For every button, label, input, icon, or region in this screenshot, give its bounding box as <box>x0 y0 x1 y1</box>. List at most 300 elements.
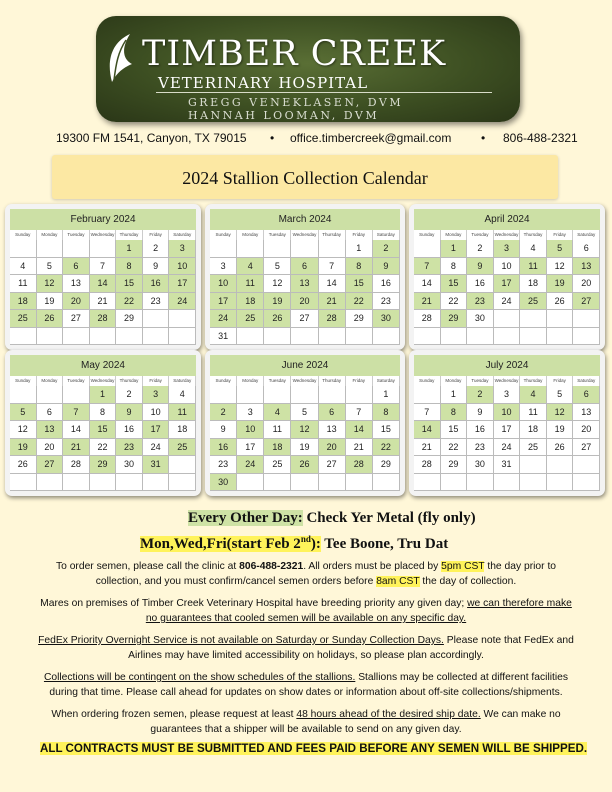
calendar-day: 8 <box>441 258 468 276</box>
weekday-header <box>210 376 400 386</box>
calendar-day: 2 <box>116 386 143 404</box>
calendar-day: 6 <box>291 258 318 276</box>
calendar-day: 27 <box>63 310 90 328</box>
clinic-logo <box>96 16 520 122</box>
calendar-day: 5 <box>291 404 318 422</box>
calendar-day: 24 <box>237 456 264 474</box>
calendar-day: 13 <box>291 275 318 293</box>
calendar-grid <box>210 386 400 491</box>
calendar-day: 20 <box>573 421 600 439</box>
calendar-empty-cell <box>63 474 90 492</box>
calendar-day: 14 <box>346 421 373 439</box>
calendar-day: 21 <box>90 293 117 311</box>
calendar-day: 13 <box>319 421 346 439</box>
calendar-day: 21 <box>63 439 90 457</box>
calendar-day: 26 <box>37 310 64 328</box>
bullet-2: • <box>481 131 486 145</box>
collections-text-2: during that time. Please call ahead for updates on show dates or information about off-site collections/shipments. <box>49 687 563 698</box>
calendar-empty-cell <box>547 456 574 474</box>
schedule-2-sup: nd <box>300 534 311 544</box>
calendar-day: 1 <box>441 240 468 258</box>
calendar-day: 17 <box>169 275 196 293</box>
calendar-day: 23 <box>116 439 143 457</box>
calendar-body <box>210 209 400 345</box>
calendar-day: 24 <box>210 310 237 328</box>
fedex-paragraph <box>14 633 598 663</box>
calendar-empty-cell <box>520 456 547 474</box>
confirm-deadline: 8am CST <box>376 576 420 587</box>
calendar-day: 13 <box>573 404 600 422</box>
calendar-month-title: April 2024 <box>414 209 600 230</box>
calendar-day: 26 <box>291 456 318 474</box>
calendar-empty-cell <box>37 474 64 492</box>
calendar-empty-cell <box>414 240 441 258</box>
logo-name: TIMBER CREEK <box>142 34 447 74</box>
calendar-day: 17 <box>237 439 264 457</box>
calendar-empty-cell <box>116 328 143 346</box>
calendar-day: 5 <box>547 240 574 258</box>
calendar-empty-cell <box>573 328 600 346</box>
calendar-day: 3 <box>210 258 237 276</box>
calendar-day: 7 <box>63 404 90 422</box>
calendar-day: 25 <box>520 293 547 311</box>
calendar-day: 20 <box>37 439 64 457</box>
fedex-underline: FedEx Priority Overnight Service is not available on Saturday or Sunday Collection Days. <box>38 635 444 646</box>
calendar-day: 29 <box>441 310 468 328</box>
calendar-empty-cell <box>90 240 117 258</box>
calendar-day: 27 <box>319 456 346 474</box>
address: 19300 FM 1541, Canyon, TX 79015 <box>56 131 247 145</box>
calendar-day: 31 <box>210 328 237 346</box>
calendar-day: 12 <box>547 404 574 422</box>
calendar-day: 11 <box>10 275 37 293</box>
calendar-day: 24 <box>494 293 521 311</box>
weekday-label: Thursday <box>116 230 143 240</box>
weekday-label: Thursday <box>520 376 547 386</box>
calendar-month-title: March 2024 <box>210 209 400 230</box>
calendar-day: 19 <box>547 421 574 439</box>
calendar-empty-cell <box>169 474 196 492</box>
calendar-day: 2 <box>210 404 237 422</box>
calendar-empty-cell <box>346 328 373 346</box>
calendar-grid <box>10 240 196 345</box>
calendar-day: 2 <box>467 240 494 258</box>
calendar-day: 30 <box>210 474 237 492</box>
calendar-day: 5 <box>264 258 291 276</box>
calendar-empty-cell <box>63 386 90 404</box>
calendar-empty-cell <box>373 474 400 492</box>
calendar-month-title: February 2024 <box>10 209 196 230</box>
calendar-empty-cell <box>63 240 90 258</box>
calendar-day: 15 <box>441 421 468 439</box>
calendar-day: 15 <box>373 421 400 439</box>
calendar-day: 14 <box>319 275 346 293</box>
page-title: 2024 Stallion Collection Calendar <box>182 168 428 188</box>
calendar-day: 13 <box>37 421 64 439</box>
calendar-empty-cell <box>494 328 521 346</box>
weekday-label: Friday <box>547 376 574 386</box>
calendar-day: 28 <box>346 456 373 474</box>
calendar-day: 25 <box>520 439 547 457</box>
calendar-day: 19 <box>10 439 37 457</box>
calendar-day: 23 <box>467 439 494 457</box>
calendar-day: 29 <box>116 310 143 328</box>
weekday-label: Sunday <box>414 376 441 386</box>
calendar-day: 19 <box>291 439 318 457</box>
calendar-empty-cell <box>90 474 117 492</box>
calendar-empty-cell <box>143 310 170 328</box>
calendar-day: 1 <box>116 240 143 258</box>
calendar-day: 27 <box>37 456 64 474</box>
calendar-day: 4 <box>237 258 264 276</box>
calendar-day: 11 <box>169 404 196 422</box>
calendar-day: 14 <box>63 421 90 439</box>
calendar-day: 13 <box>573 258 600 276</box>
weekday-label: Saturday <box>373 376 400 386</box>
calendar-empty-cell <box>547 474 574 492</box>
weekday-label: Wednesday <box>90 376 117 386</box>
weekday-label: Saturday <box>169 230 196 240</box>
frozen-underline: 48 hours ahead of the desired ship date. <box>296 709 481 720</box>
calendar-day: 8 <box>116 258 143 276</box>
calendar-day: 30 <box>116 456 143 474</box>
calendar-day: 26 <box>547 439 574 457</box>
calendar-day: 9 <box>373 258 400 276</box>
calendar-day: 31 <box>143 456 170 474</box>
calendar-day: 3 <box>237 404 264 422</box>
calendar-day: 12 <box>37 275 64 293</box>
weekday-header <box>10 376 196 386</box>
calendar-day: 17 <box>494 421 521 439</box>
order-text-3: the day prior to <box>484 561 557 572</box>
calendar-day: 22 <box>373 439 400 457</box>
calendar-empty-cell <box>520 310 547 328</box>
collections-text-1: Stallions may be collected at different facilities <box>355 672 569 683</box>
calendar-day: 25 <box>169 439 196 457</box>
email-link[interactable]: office.timbercreek@gmail.com <box>290 131 452 145</box>
calendar-day: 3 <box>143 386 170 404</box>
calendar-day: 1 <box>441 386 468 404</box>
calendar-day: 21 <box>414 293 441 311</box>
schedule-line-2 <box>140 534 448 553</box>
calendar-month-title: June 2024 <box>210 355 400 376</box>
calendar-day: 14 <box>414 275 441 293</box>
calendar-day: 2 <box>143 240 170 258</box>
logo-divider <box>156 92 492 93</box>
logo-subtitle: VETERINARY HOSPITAL <box>158 74 369 92</box>
weekday-label: Monday <box>441 376 468 386</box>
calendar-july <box>409 350 605 496</box>
priority-underline-1: we can therefore make <box>467 598 572 609</box>
calendar-grid <box>10 386 196 491</box>
calendar-day: 20 <box>573 275 600 293</box>
calendar-march <box>205 204 405 350</box>
calendar-day: 14 <box>90 275 117 293</box>
calendar-empty-cell <box>237 328 264 346</box>
calendar-day: 24 <box>143 439 170 457</box>
calendar-day: 28 <box>414 456 441 474</box>
weekday-label: Tuesday <box>467 230 494 240</box>
calendar-day: 29 <box>346 310 373 328</box>
calendar-day: 30 <box>467 456 494 474</box>
calendar-day: 23 <box>467 293 494 311</box>
calendar-empty-cell <box>441 474 468 492</box>
calendar-empty-cell <box>414 386 441 404</box>
weekday-label: Tuesday <box>63 376 90 386</box>
calendar-empty-cell <box>264 386 291 404</box>
calendar-day: 20 <box>291 293 318 311</box>
calendar-day: 22 <box>346 293 373 311</box>
calendar-empty-cell <box>63 328 90 346</box>
calendar-day: 15 <box>441 275 468 293</box>
calendar-empty-cell <box>264 240 291 258</box>
calendar-day: 7 <box>346 404 373 422</box>
calendar-day: 7 <box>90 258 117 276</box>
weekday-label: Friday <box>143 230 170 240</box>
weekday-label: Sunday <box>210 376 237 386</box>
frozen-text-1: When ordering frozen semen, please request at least <box>51 709 297 720</box>
calendar-empty-cell <box>346 474 373 492</box>
calendar-day: 26 <box>264 310 291 328</box>
calendar-day: 9 <box>210 421 237 439</box>
calendar-day: 28 <box>63 456 90 474</box>
calendar-day: 11 <box>520 404 547 422</box>
calendar-day: 22 <box>116 293 143 311</box>
calendar-day: 14 <box>414 421 441 439</box>
calendar-body <box>414 355 600 491</box>
calendar-day: 6 <box>573 386 600 404</box>
calendar-february <box>5 204 201 350</box>
calendar-day: 9 <box>116 404 143 422</box>
weekday-label: Sunday <box>10 230 37 240</box>
calendar-day: 8 <box>346 258 373 276</box>
calendar-day: 25 <box>237 310 264 328</box>
calendar-empty-cell <box>237 386 264 404</box>
calendar-day: 1 <box>346 240 373 258</box>
weekday-label: Tuesday <box>264 230 291 240</box>
calendar-empty-cell <box>414 474 441 492</box>
collections-underline: Collections will be contingent on the show schedules of the stallions. <box>43 672 356 683</box>
calendar-day: 11 <box>264 421 291 439</box>
calendar-day: 29 <box>373 456 400 474</box>
weekday-header <box>414 376 600 386</box>
weekday-label: Sunday <box>10 376 37 386</box>
calendar-empty-cell <box>291 474 318 492</box>
calendar-empty-cell <box>143 474 170 492</box>
calendar-day: 25 <box>10 310 37 328</box>
weekday-label: Saturday <box>573 230 600 240</box>
calendar-day: 15 <box>90 421 117 439</box>
schedule-1-stallion: Check Yer Metal (fly only) <box>302 510 476 526</box>
calendar-day: 20 <box>63 293 90 311</box>
calendar-day: 12 <box>10 421 37 439</box>
calendar-empty-cell <box>37 240 64 258</box>
calendar-day: 29 <box>441 456 468 474</box>
calendar-day: 30 <box>467 310 494 328</box>
calendar-day: 5 <box>37 258 64 276</box>
calendar-empty-cell <box>494 474 521 492</box>
calendar-day: 21 <box>319 293 346 311</box>
calendar-april <box>409 204 605 350</box>
calendar-day: 16 <box>373 275 400 293</box>
calendar-day: 2 <box>373 240 400 258</box>
calendar-day: 26 <box>547 293 574 311</box>
calendar-grid <box>414 386 600 491</box>
calendar-day: 21 <box>346 439 373 457</box>
calendar-day: 19 <box>547 275 574 293</box>
order-phone: 806-488-2321 <box>239 561 304 572</box>
calendar-day: 13 <box>63 275 90 293</box>
calendar-day: 3 <box>494 386 521 404</box>
weekday-header <box>210 230 400 240</box>
calendar-day: 24 <box>494 439 521 457</box>
weekday-label: Thursday <box>319 376 346 386</box>
calendar-empty-cell <box>264 474 291 492</box>
bullet-1: • <box>270 131 275 145</box>
weekday-label: Tuesday <box>467 376 494 386</box>
calendar-day: 1 <box>373 386 400 404</box>
order-text-5: the day of collection. <box>419 576 517 587</box>
calendar-day: 21 <box>414 439 441 457</box>
calendar-day: 8 <box>373 404 400 422</box>
calendar-empty-cell <box>346 386 373 404</box>
calendar-empty-cell <box>547 310 574 328</box>
calendar-day: 6 <box>573 240 600 258</box>
weekday-label: Monday <box>237 230 264 240</box>
calendar-body <box>10 209 196 345</box>
calendar-empty-cell <box>573 474 600 492</box>
weekday-label: Saturday <box>169 376 196 386</box>
calendar-empty-cell <box>10 328 37 346</box>
calendar-empty-cell <box>467 328 494 346</box>
calendar-day: 16 <box>467 421 494 439</box>
calendar-empty-cell <box>37 386 64 404</box>
schedule-1-label: Every Other Day: <box>188 510 303 526</box>
weekday-label: Sunday <box>414 230 441 240</box>
calendar-day: 17 <box>143 421 170 439</box>
calendar-month-title: May 2024 <box>10 355 196 376</box>
schedule-line-1 <box>188 510 476 527</box>
calendar-day: 8 <box>441 404 468 422</box>
calendar-day: 22 <box>441 293 468 311</box>
calendar-day: 25 <box>264 456 291 474</box>
calendar-may <box>5 350 201 496</box>
weekday-label: Friday <box>143 376 170 386</box>
calendar-day: 19 <box>37 293 64 311</box>
calendar-empty-cell <box>573 310 600 328</box>
calendar-day: 6 <box>63 258 90 276</box>
calendar-empty-cell <box>520 328 547 346</box>
calendar-day: 10 <box>143 404 170 422</box>
phone-number: 806-488-2321 <box>503 131 578 145</box>
calendar-day: 4 <box>264 404 291 422</box>
weekday-header <box>10 230 196 240</box>
calendar-day: 18 <box>169 421 196 439</box>
calendar-empty-cell <box>10 474 37 492</box>
weekday-label: Friday <box>346 230 373 240</box>
order-text-1: To order semen, please call the clinic at <box>55 561 240 572</box>
priority-underline-2: no guarantees that cooled semen will be available on any specific day. <box>145 613 467 624</box>
weekday-label: Thursday <box>520 230 547 240</box>
frozen-text-2: We can make no <box>480 709 561 720</box>
calendar-empty-cell <box>319 240 346 258</box>
calendar-day: 10 <box>494 258 521 276</box>
weekday-label: Wednesday <box>494 230 521 240</box>
weekday-label: Wednesday <box>291 230 318 240</box>
calendar-empty-cell <box>237 240 264 258</box>
priority-text: Mares on premises of Timber Creek Veterinary Hospital have breeding priority any given day; <box>40 598 468 609</box>
calendar-day: 16 <box>210 439 237 457</box>
calendar-day: 18 <box>520 275 547 293</box>
calendar-day: 5 <box>547 386 574 404</box>
weekday-label: Wednesday <box>494 376 521 386</box>
calendar-empty-cell <box>264 328 291 346</box>
calendar-day: 18 <box>10 293 37 311</box>
calendar-day: 20 <box>319 439 346 457</box>
order-deadline: 5pm CST <box>441 561 485 572</box>
calendar-day: 5 <box>10 404 37 422</box>
calendar-day: 29 <box>90 456 117 474</box>
calendar-empty-cell <box>237 474 264 492</box>
calendar-day: 22 <box>90 439 117 457</box>
calendar-grid <box>210 240 400 345</box>
calendar-empty-cell <box>573 456 600 474</box>
calendar-empty-cell <box>210 240 237 258</box>
weekday-label: Wednesday <box>291 376 318 386</box>
logo-doctor-1: GREGG VENEKLASEN, DVM <box>188 96 404 109</box>
weekday-label: Monday <box>37 376 64 386</box>
calendar-day: 28 <box>414 310 441 328</box>
calendar-day: 16 <box>143 275 170 293</box>
calendar-day: 11 <box>237 275 264 293</box>
calendar-day: 10 <box>169 258 196 276</box>
frozen-text-3: guarantees that a shipper will be available to send on any given day. <box>150 724 462 735</box>
calendar-empty-cell <box>169 310 196 328</box>
calendar-day: 28 <box>319 310 346 328</box>
logo-doctor-2: HANNAH LOOMAN, DVM <box>188 109 380 122</box>
calendar-day: 26 <box>10 456 37 474</box>
calendar-day: 27 <box>573 293 600 311</box>
weekday-label: Tuesday <box>63 230 90 240</box>
leaf-icon <box>102 30 142 92</box>
calendar-body <box>10 355 196 491</box>
weekday-label: Friday <box>346 376 373 386</box>
fedex-text-2: Airlines may have limited accessibility on holidays, so please plan accordingly. <box>128 650 484 661</box>
calendar-body <box>414 209 600 345</box>
calendar-day: 9 <box>467 404 494 422</box>
fedex-text-1: Please note that FedEx and <box>443 635 574 646</box>
calendar-empty-cell <box>169 456 196 474</box>
calendar-day: 30 <box>373 310 400 328</box>
calendar-day: 27 <box>291 310 318 328</box>
calendar-day: 17 <box>210 293 237 311</box>
priority-paragraph <box>14 596 598 626</box>
calendar-june <box>205 350 405 496</box>
calendar-day: 12 <box>291 421 318 439</box>
order-text-4: collection, and you must confirm/cancel semen orders before <box>95 576 377 587</box>
calendar-grid <box>414 240 600 345</box>
calendar-day: 4 <box>520 240 547 258</box>
calendar-empty-cell <box>319 328 346 346</box>
collections-paragraph <box>14 670 598 700</box>
calendar-day: 16 <box>467 275 494 293</box>
calendar-day: 24 <box>169 293 196 311</box>
schedule-2-close: ): <box>310 536 321 552</box>
calendar-empty-cell <box>10 240 37 258</box>
calendar-day: 10 <box>210 275 237 293</box>
calendar-day: 3 <box>169 240 196 258</box>
calendar-day: 12 <box>264 275 291 293</box>
